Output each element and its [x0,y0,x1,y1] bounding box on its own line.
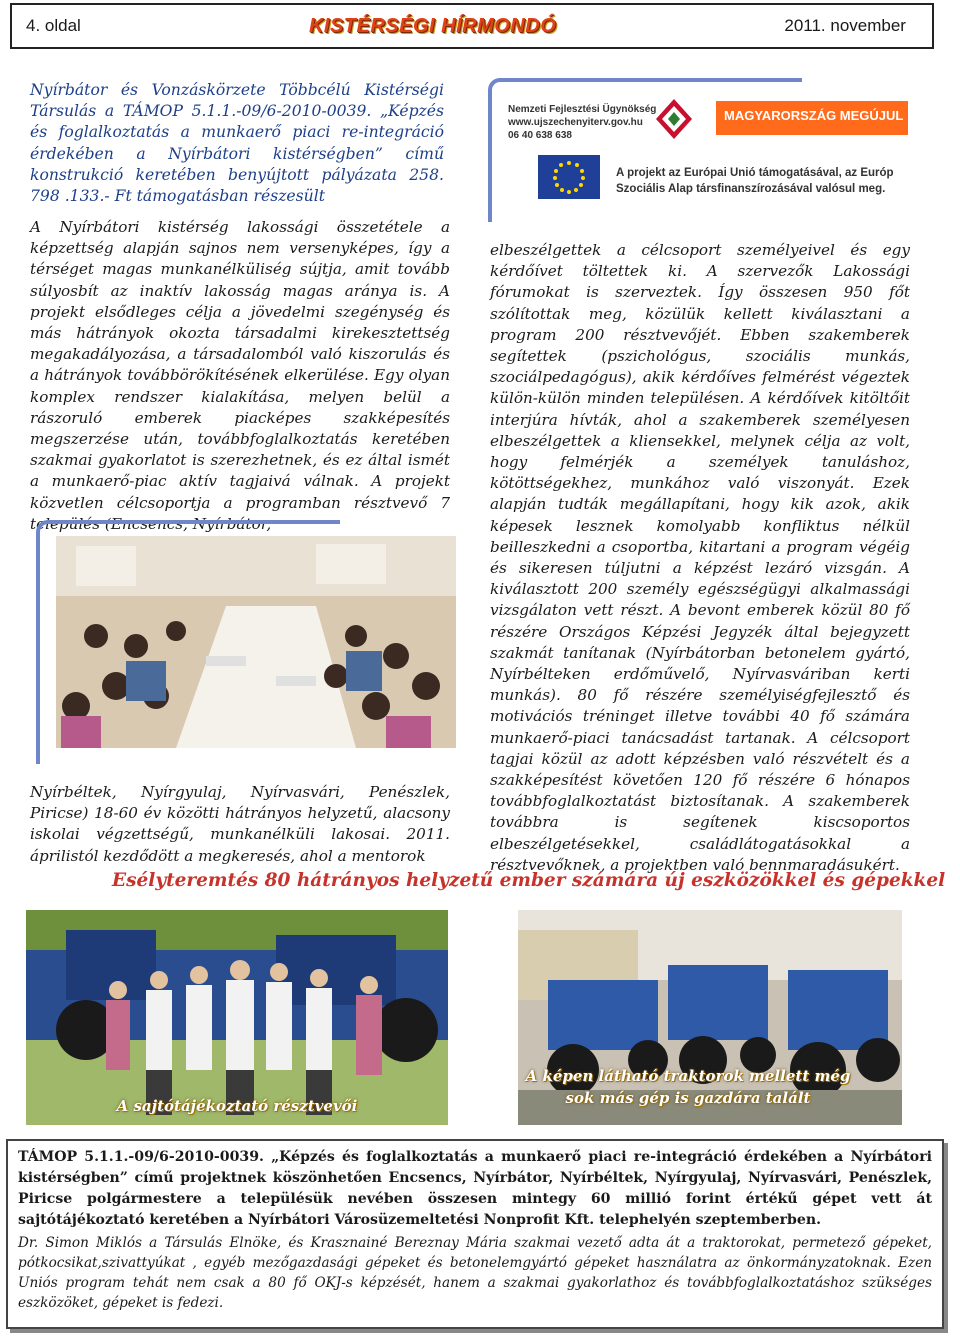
agency-url: www.ujszechenyiterv.gov.hu [508,117,643,128]
bottom-bold-paragraph: TÁMOP 5.1.1.-09/6-2010-0039. „Képzés és foglalkoztatás a munkaerő piaci re-integráció érdekében a Nyírbátori kistérségben” című projektnek köszönhetően Encsencs, Nyírbátor, Nyírbéltek, Nyírgyulaj, Nyírvasvári, Penészlek, Piricse polgármestere a településük nevében összesen mintegy 60 millió forint értékű gépet vett át sajtótájékoztató keretében a Nyírbátori Városüzemeltetési Nonprofit Kft. telephelyén szeptemberben. [18,1149,932,1228]
tractors-photo-caption [518,1065,858,1109]
press-photo-caption: A sajtótájékoztató résztvevői [116,1097,358,1115]
page-header [10,3,934,49]
banner-slogan: MAGYARORSZÁG MEGÚJUL [724,108,904,123]
banner-note-2: Szociális Alap társfinanszírozásával valósul meg. [616,183,886,195]
eu-flag-icon [538,155,600,199]
bottom-info-box [6,1139,944,1329]
press-conference-photo [26,910,448,1125]
issue-date: 2011. november [784,16,906,35]
meeting-photo [56,536,456,748]
bottom-italic-paragraph: Dr. Simon Miklós a Társulás Elnöke, és Krasznainé Bereznay Mária szakmai vezető adta át a traktorokat, permetező gépeket, pótkocsikat,szivattyúkat , egyéb mezőgazdasági gépeket és betonelemgyártó gépeket használatra az önkormányzatoknak. Ezen Uniós program tehát nem csak a 80 fő OKJ-s képzését, hanem a szakmai gyakorlathoz és továbbfoglalkoztatáshoz szükséges eszközöket, gépeket is fedezi. [18,1235,932,1311]
tractors-caption-line-1: A képen látható traktorok mellett még [525,1067,851,1085]
banner-note-1: A projekt az Európai Unió támogatásával, az Európ [616,167,894,179]
agency-name: Nemzeti Fejlesztési Ügynökség [508,104,657,115]
agency-phone: 06 40 638 638 [508,130,572,141]
intro-paragraph: Nyírbátor és Vonzáskörzete Többcélú Kistérségi Társulás a TÁMOP 5.1.1.-09/6-2010-0039. „Képzés és foglalkoztatás a munkaerő piaci re-integráció érdekében a Nyírbátori kistérségben” című konstrukció keretében benyújtott pályázata 258. 798 .133.- Ft támogatásban részesült [30,81,444,206]
left-column-text: A Nyírbátori kistérség lakossági összetétele a képzettség alapján sajnos nem versenyképes, így a térséget magas munkanélküliség sújtja, amit tovább súlyosbít az inaktív lakosság magas aránya is. A projekt elsődleges célja a jövedelmi szegénység és más hátrányok okozta társadalmi kirekesztettség megakadályozása, a társadalomból való kiszorulás és a hátrányok továbbörökítésének elkerülése. Egy olyan komplex rendszer kialakítása, melyen belül a rászoruló emberek piacképes szakképesítés megszerzése után, továbbfoglalkoztatás keretében szakmai gyakorlatot is szerezhetnek, és ez által ismét a munkaerő-piac aktív tagjaivá válnak. A projekt közvetlen célcsoportja a programban résztvevő 7 település (Encsencs, Nyírbátor, [30,218,450,533]
page-number: 4. oldal [26,16,81,35]
tractors-caption-line-2: sok más gép is gazdára talált [565,1089,811,1107]
nfu-banner [508,95,908,207]
newsletter-logo: KISTÉRSÉGI HÍRMONDÓ [308,14,557,37]
left-column-text-continued: Nyírbéltek, Nyírgyulaj, Nyírvasvári, Penészlek, Piricse) 18-60 év közötti hátrányos helyzetű, alacsony iskolai végzettségű, munkanélküli lakosai. 2011. áprilistól kezdődött a megkeresés, ahol a mentorok [30,783,450,865]
section-heading: Esélyteremtés 80 hátrányos helyzetű ember számára új eszközökkel és gépekkel [112,870,946,891]
right-column-text: elbeszélgettek a célcsoport személyeivel és egy kérdőívet töltettek ki. A szervezők Lakossági fórumokat is szerveztek. Így összesen 950 főt szólítottak meg, közülük kellett kiválasztani a program 200 résztvevőjét. Ebben szakemberek segítettek (pszichológus, szociális munkás, szociálpedagógus), akik kérdőíves felmérést végeztek külön-külön minden településen. A kérdőívek kitöltőit interjúra hívták, ahol a szakemberek személyesen elbeszélgettek a kliensekkel, melynek célja az volt, hogy felmérjék a személyek tanuláshoz, kötöttségekhez, munkához való viszonyát. Ezek alapján tudták megállapítani, hogy kik azok, akik képesek lesznek komolyabb konfliktus nélkül beilleszkedni a csoportba, kitartani a program végéig és sikeresen túljutni a képzést lezáró vizsgán. A kiválasztott 200 személy egészségügyi alkalmassági vizsgálaton vett részt. A bevont emberek közül 80 fő részére Országos Képzési Jegyzék által bejegyzett szakmát tanítanak (Nyírbátorban betonelem gyártó, Nyírbélteken erdőművelő, Nyírvasváriban kerti munkás). 80 fő részére személyiségfejlesztő és motivációs tréninget illetve további 40 fő számára munkaerő-piaci tanácsadást tartanak. A célcsoport tagjai közül az adott képzésben való részvételt és a szakképesítést követően 120 fő részére 6 hónapos továbbfoglalkoztatást biztosítanak. A szakemberek továbbra is segítenek kiscsoportos elbeszélgetésekkel, családlátogatásokkal a résztvevőknek, a projektben való bennmaradásukért. [490,241,910,874]
